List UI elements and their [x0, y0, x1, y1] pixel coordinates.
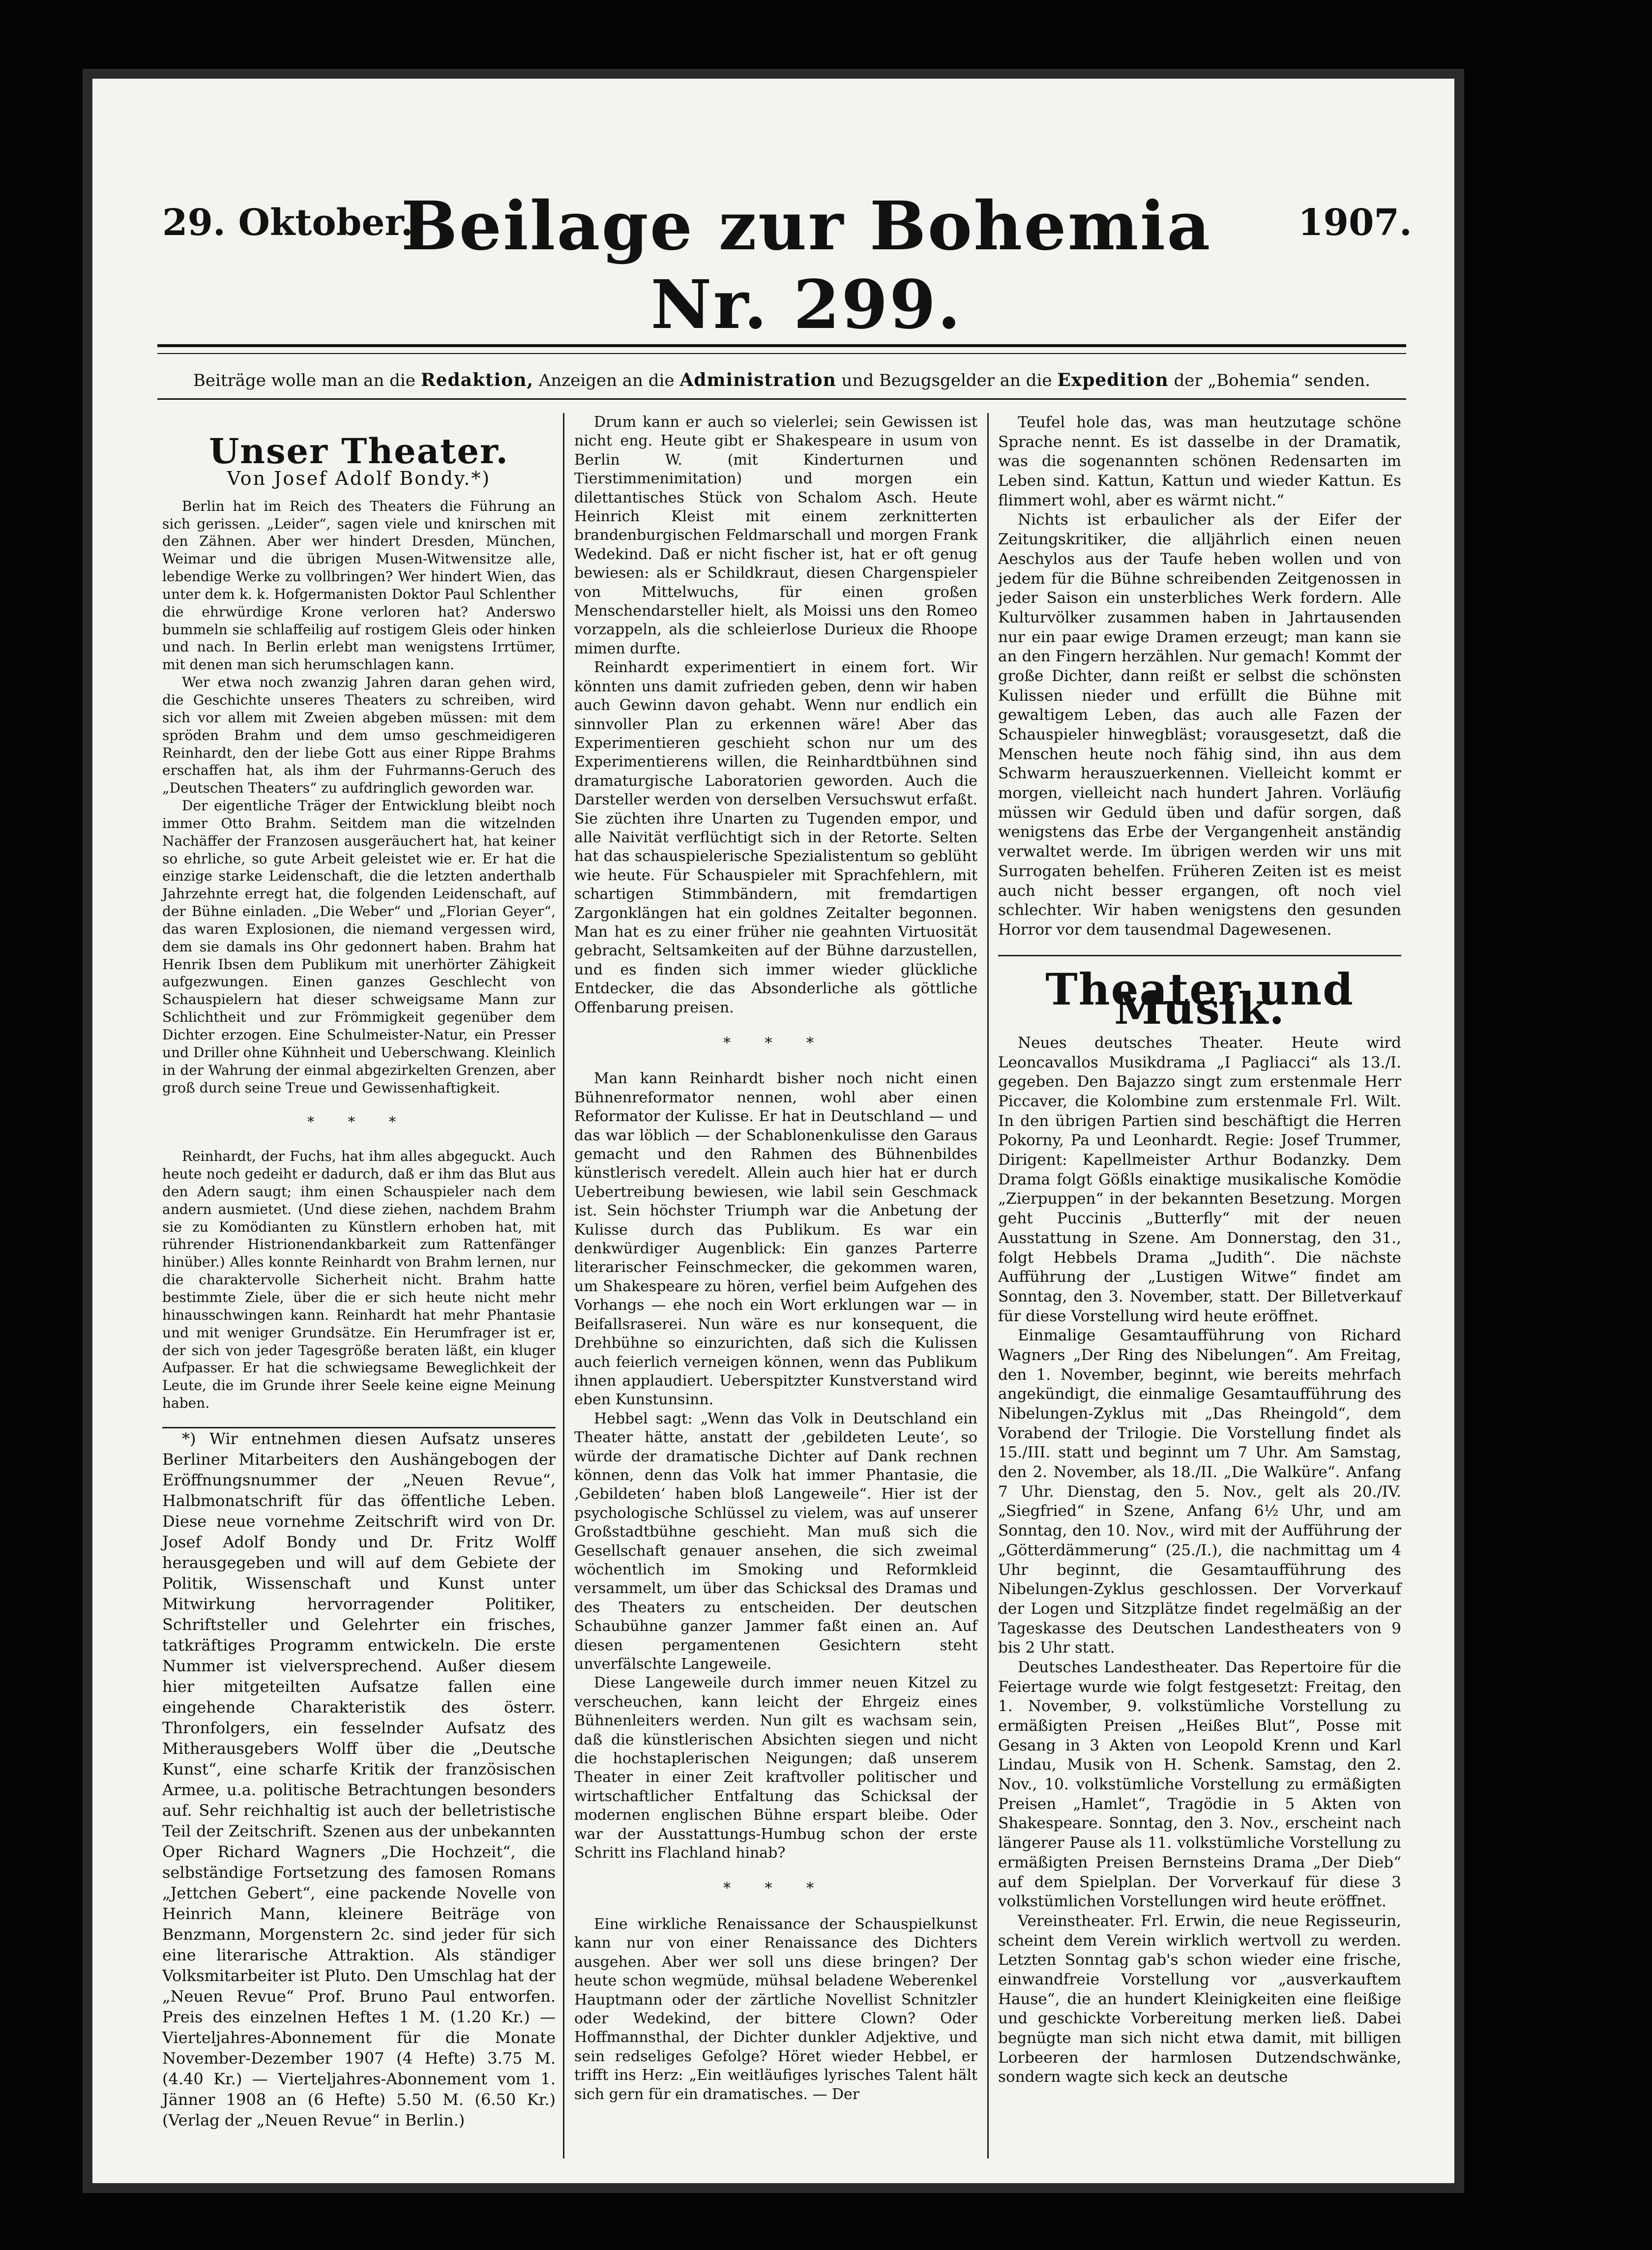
column-2	[574, 413, 977, 2104]
notice-text: Beiträge wolle man an die	[193, 371, 421, 390]
contact-notice	[157, 370, 1406, 390]
notice-rule	[157, 398, 1406, 400]
article-title: Unser Theater.	[209, 431, 509, 472]
article-byline: Von Josef Adolf Bondy.*)	[227, 467, 491, 489]
paragraph: Berlin hat im Reich des Theaters die Führung an sich gerissen. „Leider“, sagen viele und knirschen mit den Zähnen. Aber wer hindert Dresden, München, Weimar und die übrigen Musen-Witwensitze alle, lebendige Werke zu vollbringen? Wer hindert Wien, das unter dem k. k. Hofgermanisten Doktor Paul Schlenther die ehrwürdige Krone verloren hat? Anderswo bummeln sie schlaffeilig auf rostigem Gleis oder hinken und nach. In Berlin erlebt man wenigstens Irrtümer, mit denen man sich herumschlagen kann.	[162, 498, 556, 673]
paragraph: Neues deutsches Theater. Heute wird Leoncavallos Musikdrama „I Pagliacci“ als 13./I. gegeben. Den Bajazzo singt zum erstenmale Herr Piccaver, die Kolombine zum erstenmale Frl. Wilt. In den übrigen Partien sind beschäftigt die Herren Pokorny, Pa und Leonhardt. Regie: Josef Trummer, Dirigent: Kapellmeister Arthur Bodanzky. Dem Drama folgt Gößls einaktige musikalische Komödie „Zierpuppen“ in der bekannten Besetzung. Morgen geht Puccinis „Butterfly“ mit der neuen Ausstattung in Szene. Am Donnerstag, den 31., folgt Hebbels Drama „Judith“. Die nächste Aufführung der „Lustigen Witwe“ findet am Sonntag, den 3. November, statt. Der Billetverkauf für diese Vorstellung wird heute eröffnet.	[998, 1034, 1401, 1325]
column-1	[162, 413, 556, 2131]
paragraph: Eine wirkliche Renaissance der Schauspielkunst kann nur von einer Renaissance des Dichters ausgehen. Aber wer soll uns diese bringen? Der heute schon wegmüde, mühsal beladene Weberenkel Hauptmann oder der zärtliche Novellist Schnitzler oder Wedekind, der bittere Clown? Oder Hoffmannsthal, der Dichter dunkler Adjektive, und sein redseliges Gefolge? Höret wieder Hebbel, er trifft ins Herz: „Ein weitläufiges lyrisches Talent hält sich gern für ein dramatisches. — Der	[574, 1915, 977, 2103]
masthead-rule-top	[157, 344, 1406, 347]
issue-year: 1907.	[1298, 202, 1412, 244]
paragraph: Nichts ist erbaulicher als der Eifer der Zeitungskritiker, die alljährlich einen neuen Aeschylos aus der Taufe heben wollen und von jedem für die Bühne schreibenden Zeitgenossen in jeder Saison ein unsterbliches Werk fordern. Alle Kulturvölker zusammen haben in Jahrtausenden nur ein paar ewige Dramen erzeugt; man kann sie an den Fingern herzählen. Nur gemach! Kommt der große Dichter, dann reißt er selbst die schönsten Kulissen nieder und erfüllt die Bühne mit gewaltigem Leben, das auch alle Fazen der Schauspieler hinwegbläst; vorausgesetzt, daß die Menschen heute noch fähig sind, ihn aus dem Schwarm herauszuerkennen. Vielleicht kommt er morgen, vielleicht nach hundert Jahren. Vorläufig müssen wir Geduld üben und dafür sorgen, daß wenigstens das Erbe der Vergangenheit anständig verwaltet werde. Im übrigen werden wir uns mit Surrogaten behelfen. Früheren Zeiten ist es meist auch nicht besser ergangen, oft noch viel schlechter. Wir haben wenigstens den gesunden Horror vor dem tausendmal Dagewesenen.	[998, 511, 1401, 939]
paragraph: Hebbel sagt: „Wenn das Volk in Deutschland ein Theater hätte, anstatt der ‚gebildeten Leute‘, so würde der dramatische Dichter auf Dank rechnen können, denn das Volk hat immer Phantasie, die ‚Gebildeten‘ haben bloß Langeweile“. Hier ist der psychologische Schlüssel zu vielem, was auf unserer Großstadtbühne geschieht. Man muß sich die Gesellschaft genauer ansehen, die sich zweimal wöchentlich im Smoking und Reformkleid versammelt, um über das Schicksal des Dramas und des Theaters zu entscheiden. Der deutschen Schaubühne ganzer Jammer faßt einen an. Auf diesen pergamentenen Gesichtern steht unverfälschte Langeweile.	[574, 1410, 977, 1673]
paragraph: Reinhardt experimentiert in einem fort. Wir könnten uns damit zufrieden geben, denn wir haben auch Gewinn davon gehabt. Wenn nur endlich ein sinnvoller Plan zu erkennen wäre! Aber das Experimentieren geschieht schon nur um des Experimentierens willen, die Reinhardtbühnen sind dramaturgische Laboratorien geworden. Auch die Darsteller werden von derselben Versuchswut erfaßt. Sie züchten ihre Unarten zu Tugenden empor, und alle Naivität verflüchtigt sich in der Retorte. Selten hat das schauspielerische Spezialistentum so geblüht wie heute. Für Schauspieler mit Sprachfehlern, mit schartigen Stimmbändern, mit fremdartigen Zargonklängen hat ein goldnes Zeitalter begonnen. Man hat es zu einer früher nie geahnten Virtuosität gebracht, Seltsamkeiten auf der Bühne darzustellen, und es finden sich immer wieder glückliche Entdecker, die das Absonderliche als göttliche Offenbarung preisen.	[574, 659, 977, 1016]
paragraph: Man kann Reinhardt bisher noch nicht einen Bühnenreformator nennen, wohl aber einen Reformator der Kulisse. Er hat in Deutschland — und das war löblich — der Schablonenkulisse den Garaus gemacht und den Rahmen des Bühnenbildes künstlerisch veredelt. Allein auch hier hat er durch Uebertreibung bewiesen, wie labil sein Geschmack ist. Sein höchster Triumph war die Anbetung der Kulisse durch das Publikum. Es war ein denkwürdiger Augenblick: Ein ganzes Parterre literarischer Feinschmecker, die gekommen waren, um Shakespeare zu hören, verfiel beim Aufgehen des Vorhangs — ehe noch ein Wort erklungen war — in Beifallsraserei. Nun wäre es nur konsequent, die Drehbühne so einzurichten, daß sich die Kulissen auch feierlich verneigen können, wenn das Publikum ihnen applaudiert. Ueberspitzter Kunstverstand wird eben Kunstunsinn.	[574, 1070, 977, 1409]
paragraph: Der eigentliche Träger der Entwicklung bleibt noch immer Otto Brahm. Seitdem man die witzelnden Nachäffer der Franzosen ausgeräuchert hat, hat keiner so ehrliche, so gute Arbeit geleistet wie er. Er hat die einzige starke Leidenschaft, die die letzten anderthalb Jahrzehnte erregt hat, die folgenden Leidenschaft, auf der Bühne einladen. „Die Weber“ und „Florian Geyer“, das waren Explosionen, die niemand vergessen wird, dem sie damals ins Ohr gedonnert haben. Brahm hat Henrik Ibsen dem Publikum mit unerhörter Zähigkeit aufgezwungen. Einen ganzes Geschlecht von Schauspielern hat dieser schweigsame Mann zur Schlichtheit und zur Frömmigkeit gegenüber dem Dichter erzogen. Eine Schulmeister-Natur, ein Presser und Driller ohne Kühnheit und Ueberschwang. Kleinlich in der Wahrung der einmal abgezirkelten Grenzen, aber groß durch seine Treue und Gewissenhaftigkeit.	[162, 798, 556, 1096]
paragraph: Wer etwa noch zwanzig Jahren daran gehen wird, die Geschichte unseres Theaters zu schreiben, wird sich vor allem mit Zweien abgeben müssen: mit dem spröden Brahm und dem umso geschmeidigeren Reinhardt, den der liebe Gott aus einer Rippe Brahms erschaffen hat, als ihm der Fuhrmanns-Geruch des „Deutschen Theaters“ zu aufdringlich geworden war.	[162, 674, 556, 797]
section-rule	[998, 955, 1401, 956]
notice-expedition: Expedition	[1057, 370, 1169, 390]
footnote: *) Wir entnehmen diesen Aufsatz unseres Berliner Mitarbeiters den Aushängebogen der Eröffnungsnummer der „Neuen Revue“, Halbmonatschrift für das öffentliche Leben. Diese neue vornehme Zeitschrift wird von Dr. Josef Adolf Bondy und Dr. Fritz Wolff herausgegeben und will auf dem Gebiete der Politik, Wissenschaft und Kunst unter Mitwirkung hervorragender Politiker, Schriftsteller und Gelehrter ein frisches, tatkräftiges Programm entwickeln. Die erste Nummer ist vielversprechend. Außer diesem hier mitgeteilten Aufsatze fallen eine eingehende Charakteristik des österr. Thronfolgers, ein fesselnder Aufsatz des Mitherausgebers Wolff über die „Deutsche Kunst“, eine scharfe Kritik der französischen Armee, u.a. politische Betrachtungen besonders auf. Sehr reichhaltig ist auch der belletristische Teil der Zeitschrift. Szenen aus der unbekannten Oper Richard Wagners „Die Hochzeit“, die selbständige Fortsetzung des famosen Romans „Jettchen Gebert“, eine packende Novelle von Heinrich Mann, kleinere Beiträge von Benzmann, Morgenstern 2c. sind jeder für sich eine literarische Attraktion. Als ständiger Volksmitarbeiter ist Pluto. Den Umschlag hat der „Neuen Revue“ Prof. Bruno Paul entworfen. Preis des einzelnen Heftes 1 M. (1.20 Kr.) — Vierteljahres-Abonnement für die Monate November-Dezember 1907 (4 Hefte) 3.75 M. (4.40 Kr.) — Vierteljahres-Abonnement vom 1. Jänner 1908 an (6 Hefte) 5.50 M. (6.50 Kr.) (Verlag der „Neuen Revue“ in Berlin.)	[162, 1429, 556, 2130]
masthead-rule-thin	[157, 353, 1406, 354]
notice-text: der „Bohemia“ senden.	[1168, 371, 1371, 390]
column-divider	[563, 413, 564, 2159]
separator: * * *	[307, 1114, 411, 1130]
paragraph: Vereinstheater. Frl. Erwin, die neue Regisseurin, scheint dem Verein wirklich wertvoll zu werden. Letzten Sonntag gab's schon wieder eine frische, einwandfreie Vorstellung vor „ausverkauftem Hause“, die an hundert Kleinigkeiten eine fleißige und geschickte Vorbereitung merken ließ. Dabei begnügte man sich nicht etwa damit, mit billigen Lorbeeren der harmlosen Dutzendschwänke, sondern wagte sich keck an deutsche	[998, 1912, 1401, 2086]
paragraph: Teufel hole das, was man heutzutage schöne Sprache nennt. Es ist dasselbe in der Dramatik, was die sogenannten schönen Redensarten im Leben sind. Kattun, Kattun und wieder Kattun. Es flimmert wohl, aber es wärmt nicht.“	[998, 414, 1401, 509]
paragraph: Reinhardt, der Fuchs, hat ihm alles abgeguckt. Auch heute noch gedeiht er dadurch, daß er ihm das Blut aus den Adern saugt; ihm einen Schauspieler nach dem andern ausmietet. (Und diese ziehen, nachdem Brahm sie zu Komödianten zu Künstlern erhoben hat, mit rührender Histrionendankbarkeit zum Rattenfänger hinüber.) Alles konnte Reinhardt von Brahm lernen, nur die charaktervolle Sicherheit nicht. Brahm hatte bestimmte Ziele, über die er sich heute nicht mehr hinausschwingen kann. Reinhardt hat mehr Phantasie und mit weniger Grundsätze. Ein Herumfrager ist er, der sich von jeder Tagesgröße beraten läßt, ein kluger Aufpasser. Er hat die schwiegsame Beweglichkeit der Leute, die im Grunde ihrer Seele keine eigne Meinung haben.	[162, 1148, 556, 1412]
paragraph: Deutsches Landestheater. Das Repertoire für die Feiertage wurde wie folgt festgesetzt: Freitag, den 1. November, 9. volkstümliche Vorstellung zu ermäßigten Preisen „Heißes Blut“, Posse mit Gesang in 3 Akten von Leopold Krenn und Karl Lindau, Musik von H. Schenk. Samstag, den 2. Nov., 10. volkstümliche Vorstellung zu ermäßigten Preisen „Hamlet“, Tragödie in 5 Akten von Shakespeare. Sonntag, den 3. Nov., erscheint nach längerer Pause als 11. volkstümliche Vorstellung zu ermäßigten Preisen Bernsteins Drama „Der Dieb“ auf dem Spielplan. Der Vorverkauf für diese 3 volkstümlichen Vorstellungen wird heute eröffnet.	[998, 1658, 1401, 1911]
masthead-title: Beilage zur Bohemia Nr. 299.	[401, 187, 1212, 344]
notice-text: Anzeigen an die	[533, 371, 680, 390]
notice-redaktion: Redaktion,	[420, 370, 534, 390]
paragraph: Drum kann er auch so vielerlei; sein Gewissen ist nicht eng. Heute gibt er Shakespeare in usum von Berlin W. (mit Kinderturnen und Tierstimmenimitation) und morgen ein dilettantisches Stück von Schalom Asch. Heute Heinrich Kleist mit einem zerknitterten brandenburgischen Feldmarschall und morgen Frank Wedekind. Daß er nicht fischer ist, hat er oft genug bewiesen: als er Schildkraut, diesen Chargenspieler von Mittelwuchs, für einen großen Menschendarsteller hielt, als Moissi uns den Romeo vorzappeln, als die schleierlose Durieux die Rhoope mimen durfte.	[574, 414, 977, 657]
issue-date: 29. Oktober.	[162, 202, 413, 244]
paragraph: Einmalige Gesamtaufführung von Richard Wagners „Der Ring des Nibelungen“. Am Freitag, den 1. November, beginnt, wie bereits mehrfach angekündigt, die einmalige Gesamtaufführung des Nibelungen-Zyklus mit „Das Rheingold“, dem Vorabend der Trilogie. Die Vorstellung findet als 15./III. statt und beginnt um 7 Uhr. Am Samstag, den 2. November, als 18./II. „Die Walküre“. Anfang 7 Uhr. Dienstag, den 5. Nov., gelt als 20./IV. „Siegfried“ in Szene, Anfang 6½ Uhr, und am Sonntag, den 10. Nov., wird mit der Aufführung der „Götterdämmerung“ (25./I.), die nachmittag um 4 Uhr beginnt, die Gesamtaufführung des Nibelungen-Zyklus geschlossen. Der Vorverkauf der Logen und Sitzplätze findet regelmäßig an der Tageskasse des Deutschen Landestheaters von 9 bis 2 Uhr statt.	[998, 1327, 1401, 1657]
column-3	[998, 413, 1401, 2087]
column-divider	[987, 413, 989, 2159]
separator: * * *	[723, 1880, 829, 1897]
notice-text: und Bezugsgelder an die	[836, 371, 1058, 390]
notice-administration: Administration	[679, 370, 836, 390]
section-title: Theater und Musik.	[1045, 963, 1354, 1035]
separator: * * *	[723, 1035, 829, 1052]
paragraph: Diese Langeweile durch immer neuen Kitzel zu verscheuchen, kann leicht der Ehrgeiz eines Bühnenleiters werden. Nun gilt es wachsam sein, daß die künstlerischen Absichten siegen und nicht die hochstaplerischen Neigungen; daß unserem Theater in einer Zeit kraftvoller politischer und wirtschaftlicher Entfaltung das Schicksal der modernen englischen Bühne erspart bleibe. Oder war der Ausstattungs-Humbug schon der erste Schritt ins Flachland hinab?	[574, 1674, 977, 1862]
